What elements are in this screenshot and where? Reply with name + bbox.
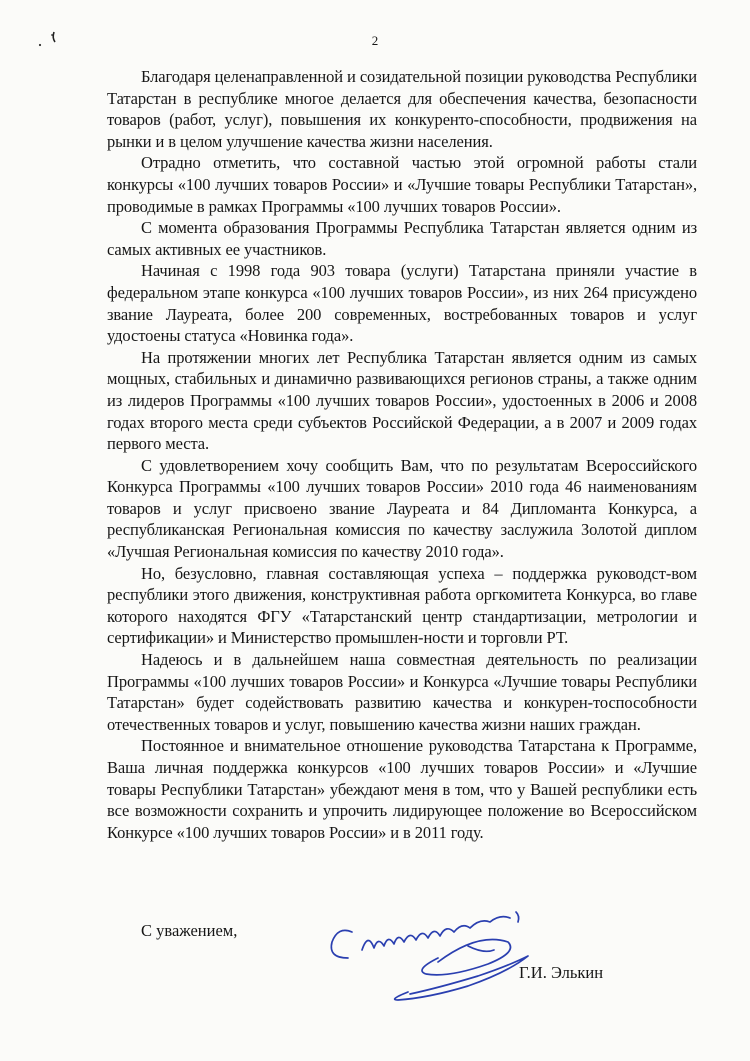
handwritten-signature [318,892,568,1012]
paragraph: На протяжении многих лет Республика Татарстан является одним из самых мощных, стабильных и динамично развивающихся регионов страны, а также одним из лидеров Программы «100 лучших товаров России», удостоенных в 2006 и 2008 годах второго места среди субъектов Российской Федерации, а в 2007 и 2009 годах первого места. [107,347,697,454]
paragraph: С момента образования Программы Республика Татарстан является одним из самых активных ее участников. [107,218,697,259]
letter-body [107,66,697,843]
paragraph: Благодаря целенаправленной и созидательной позиции руководства Республики Татарстан в республике многое делается для обеспечения качества, безопасности товаров (работ, услуг), повышения их конкуренто-способности, продвижения на рынки и в целом улучшение качества жизни населения. [107,67,697,151]
paragraph: Надеюсь и в дальнейшем наша совместная деятельность по реализации Программы «100 лучших товаров России» и Конкурса «Лучшие товары Республики Татарстан» будет содействовать развитию качества и конкурен-тоспособности отечественных товаров и услуг, повышению качества жизни наших граждан. [107,650,697,734]
paragraph: С удовлетворением хочу сообщить Вам, что по результатам Всероссийского Конкурса Программы «100 лучших товаров России» 2010 года 46 наименованиям товаров и услуг присвоено звание Лауреата и 84 Дипломанта Конкурса, а республиканская Региональная комиссия по качеству заслужила Золотой диплом «Лучшая Региональная комиссия по качеству 2010 года». [107,455,697,562]
page-number: 2 [371,33,379,48]
paragraph: Начиная с 1998 года 903 товара (услуги) Татарстана приняли участие в федеральном этапе конкурса «100 лучших товаров России», из них 264 присуждено звание Лауреата, более 200 современных, востребованных товаров и услуг удостоены статуса «Новинка года». [107,261,697,346]
paragraph: Но, безусловно, главная составляющая успеха – поддержка руководст-вом республики этого движения, конструктивная работа оргкомитета Конкурса, во главе которого находятся ФГУ «Татарстанский центр стандартизации, метрологии и сертификации» и Министерство промышлен-ности и торговли РТ. [107,563,697,648]
paragraph: Отрадно отметить, что составной частью этой огромной работы стали конкурсы «100 лучших товаров России» и «Лучшие товары Республики Татарстан», проводимые в рамках Программы «100 лучших товаров России». [107,153,697,216]
closing-salutation: С уважением, [141,921,238,940]
paragraph: Постоянное и внимательное отношение руководства Татарстана к Программе, Ваша личная поддержка конкурсов «100 лучших товаров России» и «Лучшие товары Республики Татарстан» убеждают меня в том, что у Вашей республики есть все возможности сохранить и упрочить лидирующее положение во Всероссийском Конкурсе «100 лучших товаров России» и в 2011 году. [107,736,697,842]
signer-name: Г.И. Элькин [519,963,604,982]
